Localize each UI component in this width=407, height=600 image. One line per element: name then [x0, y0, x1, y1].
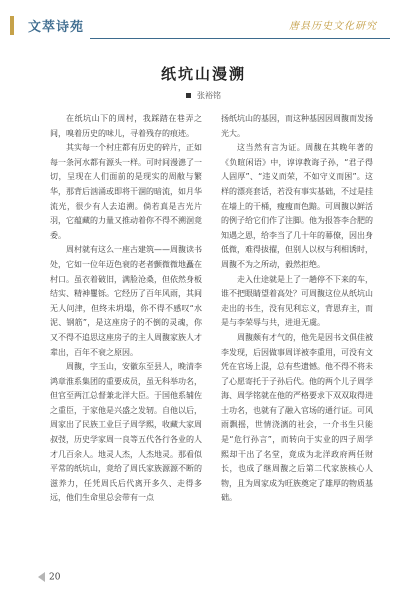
paragraph: 周馥颇有才气的，他先是因书文俱佳被李发现，后因做事周详被李重用，可没有文凭在官场上混，总有些遗憾。他不得不将未了心愿寄托于子孙后代。他的两个儿子周学海、周学铭就在他的严格要求下双双取得进士功名，也就有了融入官场的通行证。可风雨飘摇，世情浇漓的社会，一介书生只能是“危行孙言”，而转向于实业的四子周学熙却干出了名堂，竟成为北洋政府两任财长，也成了继周馥之后第二代家族核心人物，且为周家成为旺族奠定了雄厚的物质基础。: [221, 332, 373, 503]
paragraph: 这当然有言为证。周馥在其晚年著的《负暄闲语》中，谆谆教诲子孙，“君子得人固厚”、“违义而荣，不如守义而困”。这样的漂亮套话，若没有事实基础，不过是挂在墙上的干桶，瘦瘦而色黯。可周馥以鲜活的例子给它们作了注脚。他为报答李合肥的知遇之恩，给李当了几十年的幕僚，因出身低微，难得拔擢，但别人以权与利相诱时，周馥不为之所动，毅然拒绝。: [221, 143, 373, 269]
page-number: 20: [49, 572, 61, 583]
section-label: 文萃诗苑: [10, 16, 84, 35]
left-column: [50, 112, 202, 506]
right-column: [221, 112, 373, 506]
byline-marker-icon: [186, 93, 191, 98]
author-name: 张裕铭: [197, 91, 221, 100]
paragraph: 其实每一个村庄都有历史的碎片，正如每一条河水都有源头一样。可时间漫漶了一切，呈现在人们面前的是现实的周敝与繁华，那背后汹涌或即将干涸的暗流，如月华流光，很少有人去追溯。倘若真是吉光片羽，它蕴藏的力量又推动着你不得不溯洄竟委。: [50, 143, 202, 240]
page-header: [0, 0, 407, 46]
publication-title: 唐县历史文化研究: [289, 21, 377, 32]
paragraph: 周村就有这么一座古建筑——周馥读书处，它如一位年迈色衰的老者颤微微地矗在村口。虽衣着破旧，满脸沧桑，但依然身板结实、精神矍铄。它经历了百年风雨，其间无人问津，但终未坍塌，你不得不感叹“水泥、钢筋”，是这座房子的不倒的灵魂，你又不得不追思这座房子的主人周馥家族人才辈出，百年不衰之原因。: [50, 245, 202, 357]
article-title: 纸坑山漫溯: [160, 65, 246, 83]
paragraph: 走入仕途就是上了一趟停不下来的车，谁不把眼睛望着高处？可周馥这位从纸坑山走出的书生，没有见利忘义，背恩弃主，而是与李荣辱与共，进退无虞。: [221, 274, 373, 328]
paragraph: 在纸坑山下的周村，我踩踏在巷弄之间，嗅着历史的味儿，寻着残存的痕迹。: [50, 114, 202, 138]
paragraph: 扬纸坑山的基因，而这种基因因周馥而发扬光大。: [221, 114, 373, 138]
byline: [0, 90, 407, 101]
page-marker-icon: [38, 572, 45, 582]
page-footer: [38, 572, 60, 583]
paragraph: 周馥，字玉山，安徽东至县人，晚清李鸿章淮系集团的重要成员，虽无科举功名，但官至两江总督兼北洋大臣。于国他系辅佐之重臣，于家他是兴盛之发轫。自他以后，周家出了民族工业巨子周学熙，收藏大家周叔弢，历史学家周一良等五代各行各业的人才几百余人。地灵人杰，人杰地灵。那看似平常的纸坑山，竟给了周氏家族源源不断的滋养力，任凭周氏后代离开多久、走得多远，他们生命里总会带有一点: [50, 362, 202, 503]
